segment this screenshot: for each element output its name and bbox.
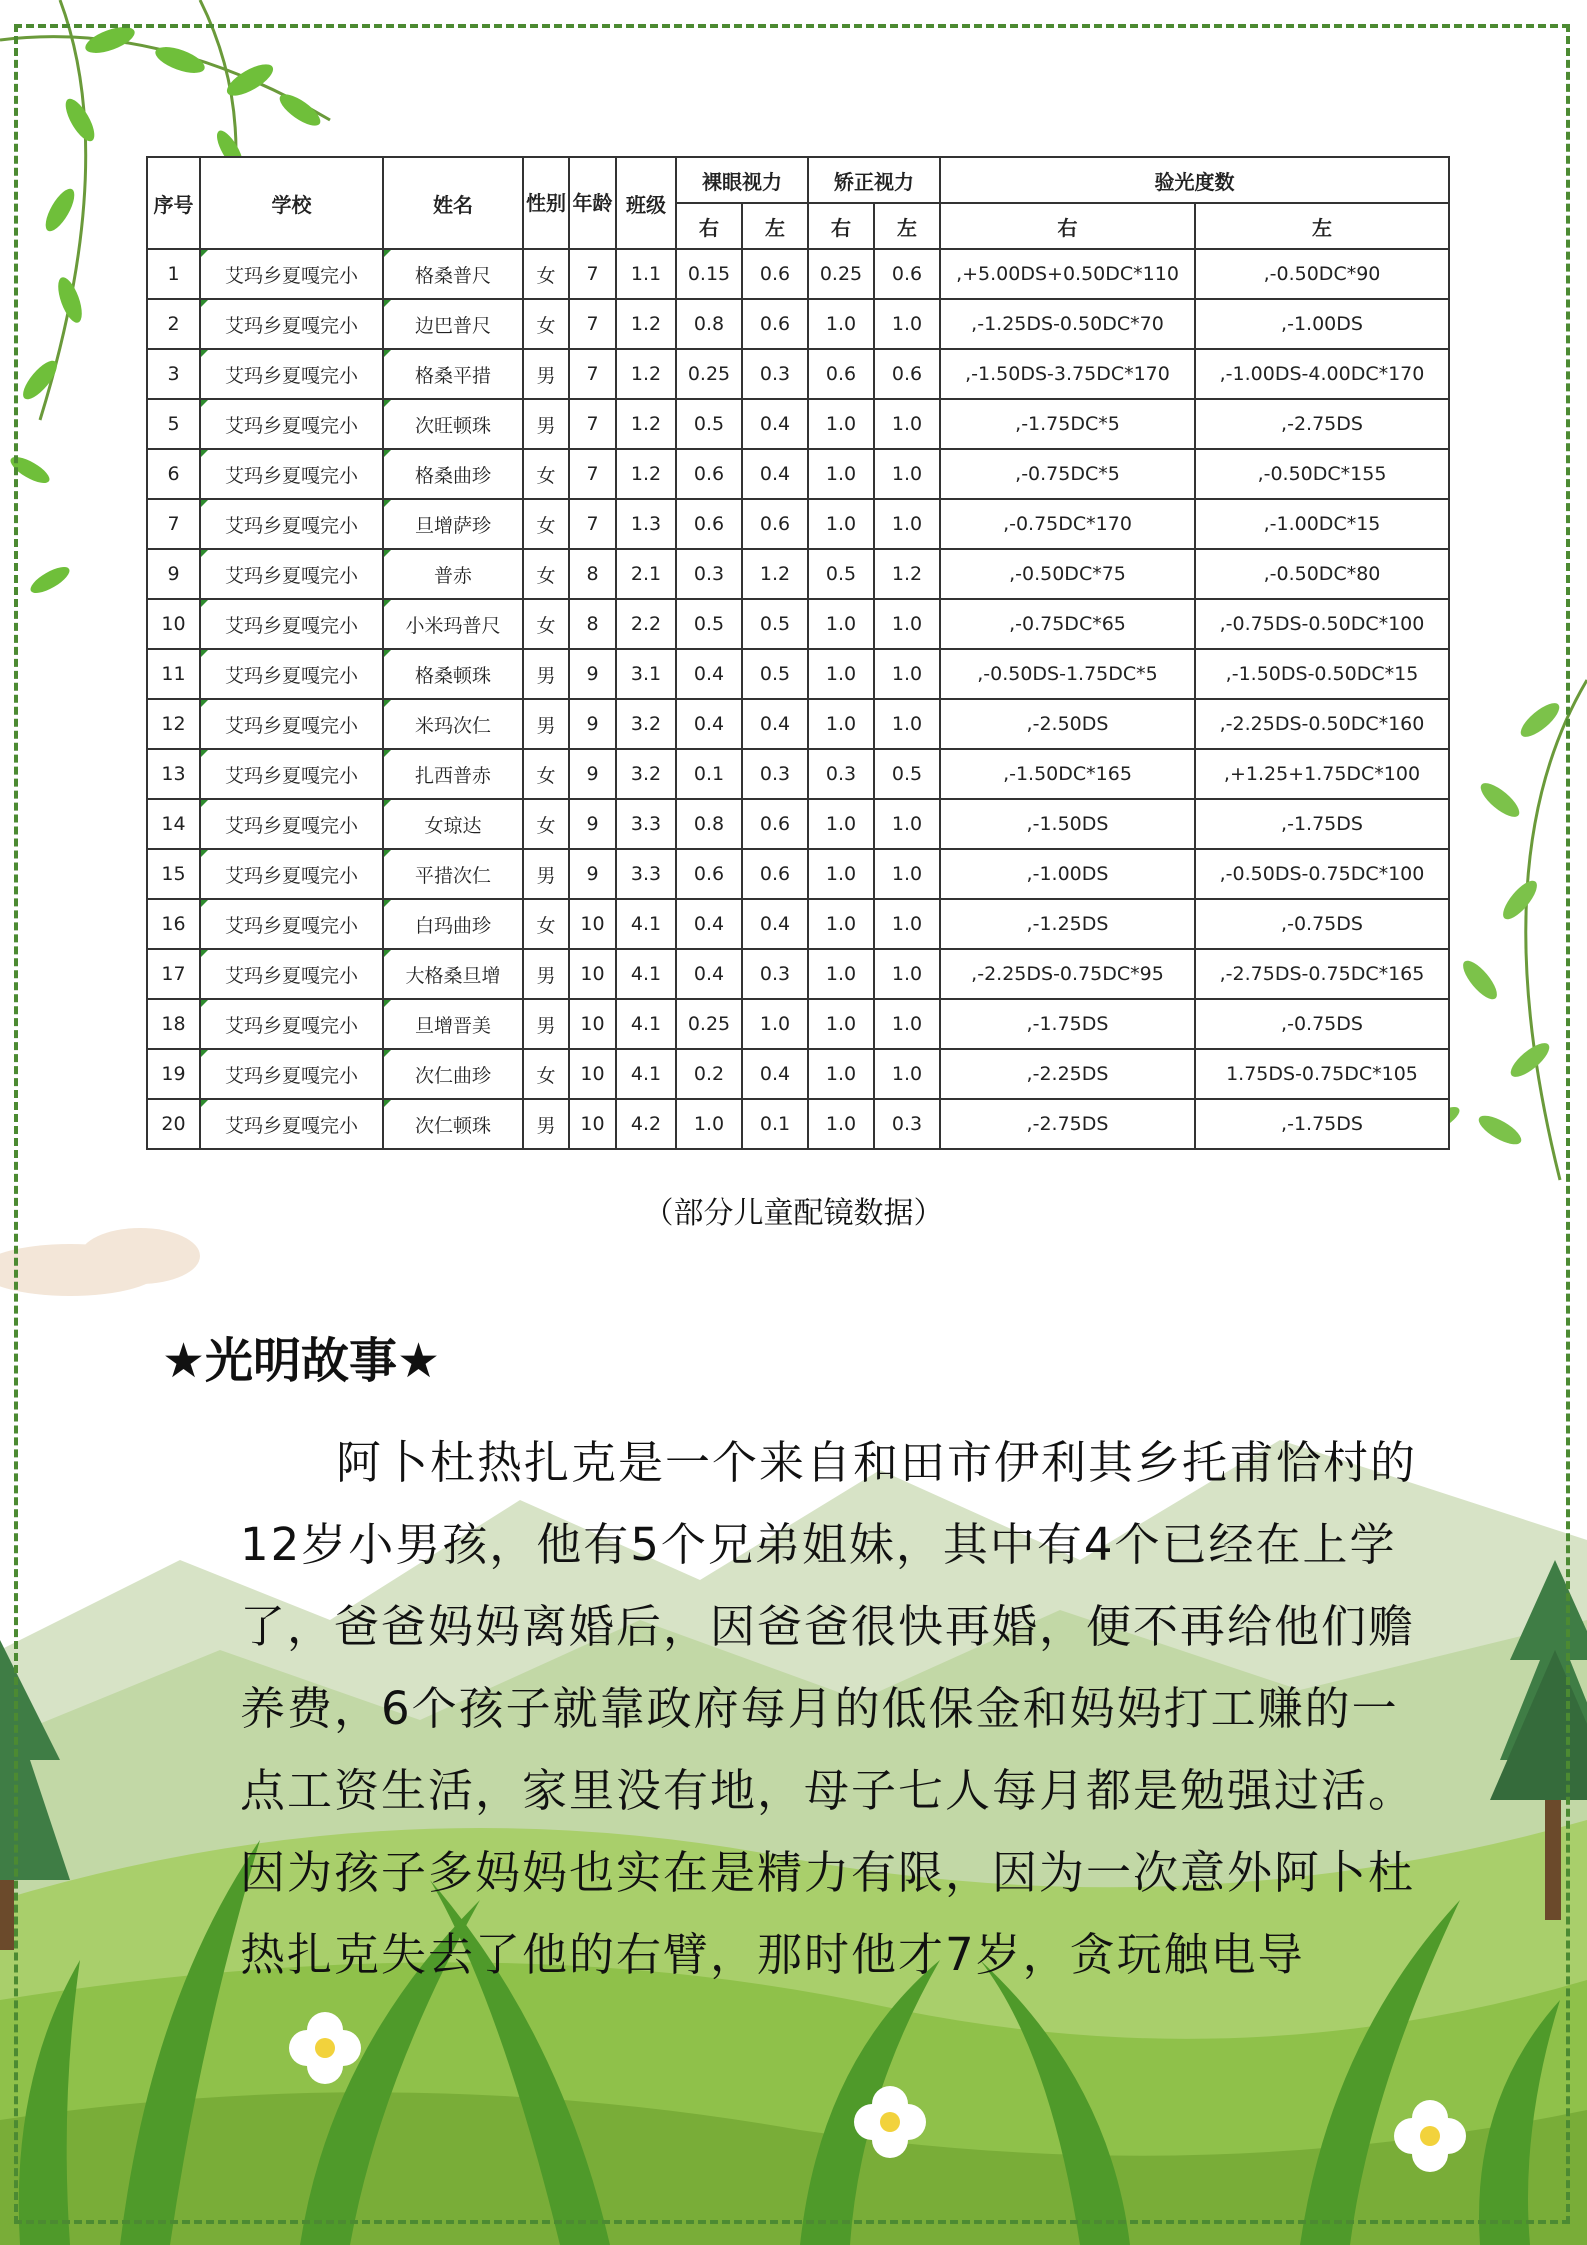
- row-name: 大格桑旦增: [383, 949, 523, 999]
- row-refraction-left: ,-0.75DS-0.50DC*100: [1195, 599, 1449, 649]
- header-corrected-right: 右: [808, 203, 874, 249]
- row-name: 普赤: [383, 549, 523, 599]
- row-refraction-left: ,-0.50DC*80: [1195, 549, 1449, 599]
- row-age: 9: [569, 749, 616, 799]
- row-school: 艾玛乡夏嘎完小: [200, 799, 383, 849]
- row-corrected-left: 0.6: [874, 349, 940, 399]
- row-gender: 女: [523, 1049, 569, 1099]
- row-age: 7: [569, 399, 616, 449]
- row-refraction-left: 1.75DS-0.75DC*105: [1195, 1049, 1449, 1099]
- row-naked-right: 0.2: [676, 1049, 742, 1099]
- table-row: [147, 799, 1449, 849]
- row-refraction-left: ,-0.75DS: [1195, 999, 1449, 1049]
- row-corrected-right: 1.0: [808, 699, 874, 749]
- row-name: 白玛曲珍: [383, 899, 523, 949]
- row-corrected-left: 1.0: [874, 799, 940, 849]
- row-class: 4.1: [616, 949, 676, 999]
- row-refraction-left: ,-1.75DS: [1195, 799, 1449, 849]
- row-gender: 女: [523, 549, 569, 599]
- row-name: 格桑普尺: [383, 249, 523, 299]
- header-name: 姓名: [383, 157, 523, 249]
- row-name: 格桑顿珠: [383, 649, 523, 699]
- row-index: 13: [147, 749, 200, 799]
- table-row: [147, 999, 1449, 1049]
- row-refraction-left: ,-0.50DC*155: [1195, 449, 1449, 499]
- row-naked-left: 0.1: [742, 1099, 808, 1149]
- row-corrected-right: 1.0: [808, 1099, 874, 1149]
- row-naked-right: 1.0: [676, 1099, 742, 1149]
- row-refraction-right: ,-0.75DC*5: [940, 449, 1195, 499]
- row-gender: 女: [523, 799, 569, 849]
- row-school: 艾玛乡夏嘎完小: [200, 749, 383, 799]
- row-class: 3.2: [616, 749, 676, 799]
- header-refraction-right: 右: [940, 203, 1195, 249]
- row-class: 4.1: [616, 899, 676, 949]
- row-naked-right: 0.4: [676, 649, 742, 699]
- row-age: 10: [569, 899, 616, 949]
- row-school: 艾玛乡夏嘎完小: [200, 699, 383, 749]
- row-refraction-right: ,-1.25DS: [940, 899, 1195, 949]
- row-school: 艾玛乡夏嘎完小: [200, 299, 383, 349]
- row-naked-right: 0.4: [676, 899, 742, 949]
- row-corrected-right: 1.0: [808, 649, 874, 699]
- row-corrected-right: 1.0: [808, 849, 874, 899]
- table-row: [147, 449, 1449, 499]
- row-class: 1.2: [616, 399, 676, 449]
- row-name: 格桑平措: [383, 349, 523, 399]
- row-index: 14: [147, 799, 200, 849]
- row-refraction-left: ,-2.75DS-0.75DC*165: [1195, 949, 1449, 999]
- row-corrected-right: 0.25: [808, 249, 874, 299]
- row-naked-left: 0.6: [742, 249, 808, 299]
- row-refraction-left: ,-1.50DS-0.50DC*15: [1195, 649, 1449, 699]
- row-naked-left: 1.2: [742, 549, 808, 599]
- row-corrected-left: 1.0: [874, 699, 940, 749]
- row-school: 艾玛乡夏嘎完小: [200, 599, 383, 649]
- row-corrected-left: 1.0: [874, 849, 940, 899]
- row-gender: 男: [523, 949, 569, 999]
- row-age: 9: [569, 799, 616, 849]
- row-school: 艾玛乡夏嘎完小: [200, 449, 383, 499]
- row-name: 小米玛普尺: [383, 599, 523, 649]
- row-school: 艾玛乡夏嘎完小: [200, 899, 383, 949]
- row-corrected-left: 1.0: [874, 949, 940, 999]
- row-corrected-right: 1.0: [808, 899, 874, 949]
- row-index: 10: [147, 599, 200, 649]
- header-age: 年龄: [569, 157, 616, 249]
- row-refraction-right: ,-2.25DS-0.75DC*95: [940, 949, 1195, 999]
- row-corrected-left: 0.6: [874, 249, 940, 299]
- row-naked-left: 0.4: [742, 899, 808, 949]
- row-refraction-left: ,-1.00DS-4.00DC*170: [1195, 349, 1449, 399]
- row-refraction-right: ,-1.50DS-3.75DC*170: [940, 349, 1195, 399]
- header-naked-left: 左: [742, 203, 808, 249]
- table-body: [147, 249, 1449, 1149]
- row-refraction-left: ,-1.75DS: [1195, 1099, 1449, 1149]
- row-school: 艾玛乡夏嘎完小: [200, 649, 383, 699]
- table-row: [147, 299, 1449, 349]
- row-corrected-left: 1.0: [874, 599, 940, 649]
- row-age: 7: [569, 349, 616, 399]
- header-refraction-left: 左: [1195, 203, 1449, 249]
- row-refraction-right: ,-1.75DC*5: [940, 399, 1195, 449]
- row-naked-left: 0.4: [742, 699, 808, 749]
- row-gender: 女: [523, 249, 569, 299]
- header-school: 学校: [200, 157, 383, 249]
- row-refraction-left: ,-2.75DS: [1195, 399, 1449, 449]
- table-row: [147, 749, 1449, 799]
- row-index: 1: [147, 249, 200, 299]
- row-corrected-right: 1.0: [808, 449, 874, 499]
- row-naked-left: 0.3: [742, 349, 808, 399]
- row-index: 12: [147, 699, 200, 749]
- row-refraction-left: ,-0.50DS-0.75DC*100: [1195, 849, 1449, 899]
- row-corrected-right: 1.0: [808, 299, 874, 349]
- row-class: 4.1: [616, 999, 676, 1049]
- table-row: [147, 899, 1449, 949]
- row-refraction-right: ,-1.50DC*165: [940, 749, 1195, 799]
- row-corrected-right: 0.5: [808, 549, 874, 599]
- row-school: 艾玛乡夏嘎完小: [200, 349, 383, 399]
- table-row: [147, 549, 1449, 599]
- row-refraction-right: ,-1.75DS: [940, 999, 1195, 1049]
- row-refraction-left: ,-2.25DS-0.50DC*160: [1195, 699, 1449, 749]
- row-name: 扎西普赤: [383, 749, 523, 799]
- row-age: 7: [569, 299, 616, 349]
- row-index: 2: [147, 299, 200, 349]
- row-name: 次仁曲珍: [383, 1049, 523, 1099]
- header-naked-right: 右: [676, 203, 742, 249]
- row-naked-right: 0.4: [676, 699, 742, 749]
- row-school: 艾玛乡夏嘎完小: [200, 949, 383, 999]
- table-row: [147, 1049, 1449, 1099]
- row-naked-left: 0.3: [742, 949, 808, 999]
- row-index: 5: [147, 399, 200, 449]
- row-name: 平措次仁: [383, 849, 523, 899]
- row-class: 2.1: [616, 549, 676, 599]
- row-name: 旦增萨珍: [383, 499, 523, 549]
- row-naked-left: 0.6: [742, 799, 808, 849]
- row-age: 9: [569, 649, 616, 699]
- row-naked-right: 0.25: [676, 349, 742, 399]
- row-naked-right: 0.8: [676, 799, 742, 849]
- row-gender: 男: [523, 399, 569, 449]
- table-row: [147, 399, 1449, 449]
- row-class: 4.1: [616, 1049, 676, 1099]
- row-index: 17: [147, 949, 200, 999]
- row-school: 艾玛乡夏嘎完小: [200, 499, 383, 549]
- row-naked-right: 0.6: [676, 499, 742, 549]
- glasses-data-table: [146, 156, 1450, 1150]
- row-gender: 男: [523, 999, 569, 1049]
- table-row: [147, 699, 1449, 749]
- row-corrected-right: 1.0: [808, 799, 874, 849]
- row-corrected-right: 1.0: [808, 949, 874, 999]
- table-row: [147, 849, 1449, 899]
- row-school: 艾玛乡夏嘎完小: [200, 549, 383, 599]
- row-corrected-left: 1.0: [874, 649, 940, 699]
- row-naked-right: 0.1: [676, 749, 742, 799]
- table-row: [147, 249, 1449, 299]
- row-name: 次仁顿珠: [383, 1099, 523, 1149]
- row-corrected-left: 1.0: [874, 899, 940, 949]
- row-naked-left: 0.6: [742, 499, 808, 549]
- row-refraction-left: ,+1.25+1.75DC*100: [1195, 749, 1449, 799]
- table-row: [147, 1099, 1449, 1149]
- row-refraction-left: ,-1.00DC*15: [1195, 499, 1449, 549]
- row-corrected-right: 0.6: [808, 349, 874, 399]
- row-naked-left: 0.4: [742, 449, 808, 499]
- header-corrected-left: 左: [874, 203, 940, 249]
- row-age: 8: [569, 599, 616, 649]
- row-refraction-left: ,-0.75DS: [1195, 899, 1449, 949]
- row-class: 3.3: [616, 849, 676, 899]
- row-refraction-right: ,-1.00DS: [940, 849, 1195, 899]
- row-index: 6: [147, 449, 200, 499]
- row-naked-right: 0.25: [676, 999, 742, 1049]
- row-corrected-left: 1.0: [874, 399, 940, 449]
- row-naked-right: 0.15: [676, 249, 742, 299]
- row-age: 10: [569, 1049, 616, 1099]
- header-class: 班级: [616, 157, 676, 249]
- row-corrected-left: 1.0: [874, 449, 940, 499]
- row-school: 艾玛乡夏嘎完小: [200, 249, 383, 299]
- table-caption: （部分儿童配镜数据）: [643, 1196, 944, 1231]
- row-index: 18: [147, 999, 200, 1049]
- row-age: 8: [569, 549, 616, 599]
- row-naked-left: 0.6: [742, 299, 808, 349]
- row-class: 1.2: [616, 349, 676, 399]
- row-refraction-left: ,-1.00DS: [1195, 299, 1449, 349]
- row-corrected-right: 1.0: [808, 999, 874, 1049]
- row-index: 19: [147, 1049, 200, 1099]
- row-class: 3.2: [616, 699, 676, 749]
- row-school: 艾玛乡夏嘎完小: [200, 1049, 383, 1099]
- table-row: [147, 599, 1449, 649]
- row-index: 3: [147, 349, 200, 399]
- row-corrected-right: 1.0: [808, 399, 874, 449]
- row-index: 20: [147, 1099, 200, 1149]
- row-naked-right: 0.6: [676, 449, 742, 499]
- row-naked-right: 0.5: [676, 599, 742, 649]
- row-school: 艾玛乡夏嘎完小: [200, 1099, 383, 1149]
- row-age: 9: [569, 849, 616, 899]
- row-class: 2.2: [616, 599, 676, 649]
- row-school: 艾玛乡夏嘎完小: [200, 999, 383, 1049]
- row-refraction-right: ,-0.50DS-1.75DC*5: [940, 649, 1195, 699]
- row-gender: 男: [523, 699, 569, 749]
- row-name: 旦增晋美: [383, 999, 523, 1049]
- row-class: 4.2: [616, 1099, 676, 1149]
- row-naked-right: 0.4: [676, 949, 742, 999]
- row-index: 7: [147, 499, 200, 549]
- row-corrected-right: 1.0: [808, 1049, 874, 1099]
- row-corrected-left: 1.0: [874, 999, 940, 1049]
- story-body: 阿卜杜热扎克是一个来自和田市伊利其乡托甫恰村的12岁小男孩，他有5个兄弟姐妹，其中有4个已经在上学了，爸爸妈妈离婚后，因爸爸很快再婚，便不再给他们赡养费，6个孩子就靠政府每月的低保金和妈妈打工赚的一点工资生活，家里没有地，母子七人每月都是勉强过活。因为孩子多妈妈也实在是精力有限，因为一次意外阿卜杜热扎克失去了他的右臂，那时他才7岁，贪玩触电导: [240, 1436, 1418, 1981]
- row-age: 7: [569, 449, 616, 499]
- row-refraction-right: ,-2.50DS: [940, 699, 1195, 749]
- header-naked-vision: 裸眼视力: [676, 157, 808, 203]
- row-corrected-left: 1.2: [874, 549, 940, 599]
- row-name: 次旺顿珠: [383, 399, 523, 449]
- row-name: 边巴普尺: [383, 299, 523, 349]
- row-name: 米玛次仁: [383, 699, 523, 749]
- row-class: 1.3: [616, 499, 676, 549]
- table-row: [147, 499, 1449, 549]
- row-school: 艾玛乡夏嘎完小: [200, 399, 383, 449]
- row-name: 女琼达: [383, 799, 523, 849]
- row-corrected-right: 1.0: [808, 599, 874, 649]
- row-gender: 女: [523, 449, 569, 499]
- row-refraction-right: ,-1.25DS-0.50DC*70: [940, 299, 1195, 349]
- row-class: 3.3: [616, 799, 676, 849]
- row-gender: 女: [523, 499, 569, 549]
- row-naked-left: 0.4: [742, 399, 808, 449]
- row-naked-right: 0.6: [676, 849, 742, 899]
- row-gender: 男: [523, 649, 569, 699]
- table-row: [147, 349, 1449, 399]
- story-title: ★光明故事★: [162, 1333, 441, 1389]
- row-naked-left: 0.5: [742, 599, 808, 649]
- row-gender: 女: [523, 299, 569, 349]
- row-corrected-right: 1.0: [808, 499, 874, 549]
- row-refraction-right: ,-0.75DC*65: [940, 599, 1195, 649]
- row-index: 11: [147, 649, 200, 699]
- row-class: 1.1: [616, 249, 676, 299]
- row-refraction-right: ,-2.75DS: [940, 1099, 1195, 1149]
- row-gender: 男: [523, 1099, 569, 1149]
- table-row: [147, 649, 1449, 699]
- row-gender: 女: [523, 899, 569, 949]
- row-refraction-right: ,-2.25DS: [940, 1049, 1195, 1099]
- row-naked-left: 0.4: [742, 1049, 808, 1099]
- row-age: 7: [569, 499, 616, 549]
- row-refraction-right: ,-0.50DC*75: [940, 549, 1195, 599]
- row-naked-left: 1.0: [742, 999, 808, 1049]
- row-corrected-left: 0.5: [874, 749, 940, 799]
- table-row: [147, 949, 1449, 999]
- row-index: 9: [147, 549, 200, 599]
- row-class: 3.1: [616, 649, 676, 699]
- row-age: 10: [569, 949, 616, 999]
- row-age: 9: [569, 699, 616, 749]
- row-age: 7: [569, 249, 616, 299]
- header-gender: 性别: [523, 157, 569, 249]
- row-refraction-right: ,-0.75DC*170: [940, 499, 1195, 549]
- header-refraction: 验光度数: [940, 157, 1449, 203]
- row-corrected-left: 1.0: [874, 299, 940, 349]
- row-corrected-left: 1.0: [874, 499, 940, 549]
- glasses-data-table-container: [146, 156, 1448, 1162]
- row-corrected-left: 0.3: [874, 1099, 940, 1149]
- row-corrected-left: 1.0: [874, 1049, 940, 1099]
- row-naked-right: 0.5: [676, 399, 742, 449]
- row-naked-right: 0.3: [676, 549, 742, 599]
- row-corrected-right: 0.3: [808, 749, 874, 799]
- row-age: 10: [569, 999, 616, 1049]
- row-refraction-right: ,-1.50DS: [940, 799, 1195, 849]
- row-class: 1.2: [616, 449, 676, 499]
- row-index: 15: [147, 849, 200, 899]
- row-gender: 女: [523, 749, 569, 799]
- row-index: 16: [147, 899, 200, 949]
- header-corrected-vision: 矫正视力: [808, 157, 940, 203]
- row-refraction-left: ,-0.50DC*90: [1195, 249, 1449, 299]
- row-name: 格桑曲珍: [383, 449, 523, 499]
- header-index: 序号: [147, 157, 200, 249]
- row-naked-left: 0.3: [742, 749, 808, 799]
- row-refraction-right: ,+5.00DS+0.50DC*110: [940, 249, 1195, 299]
- row-class: 1.2: [616, 299, 676, 349]
- row-naked-left: 0.6: [742, 849, 808, 899]
- row-gender: 女: [523, 599, 569, 649]
- row-naked-left: 0.5: [742, 649, 808, 699]
- row-age: 10: [569, 1099, 616, 1149]
- row-school: 艾玛乡夏嘎完小: [200, 849, 383, 899]
- row-gender: 男: [523, 849, 569, 899]
- row-gender: 男: [523, 349, 569, 399]
- row-naked-right: 0.8: [676, 299, 742, 349]
